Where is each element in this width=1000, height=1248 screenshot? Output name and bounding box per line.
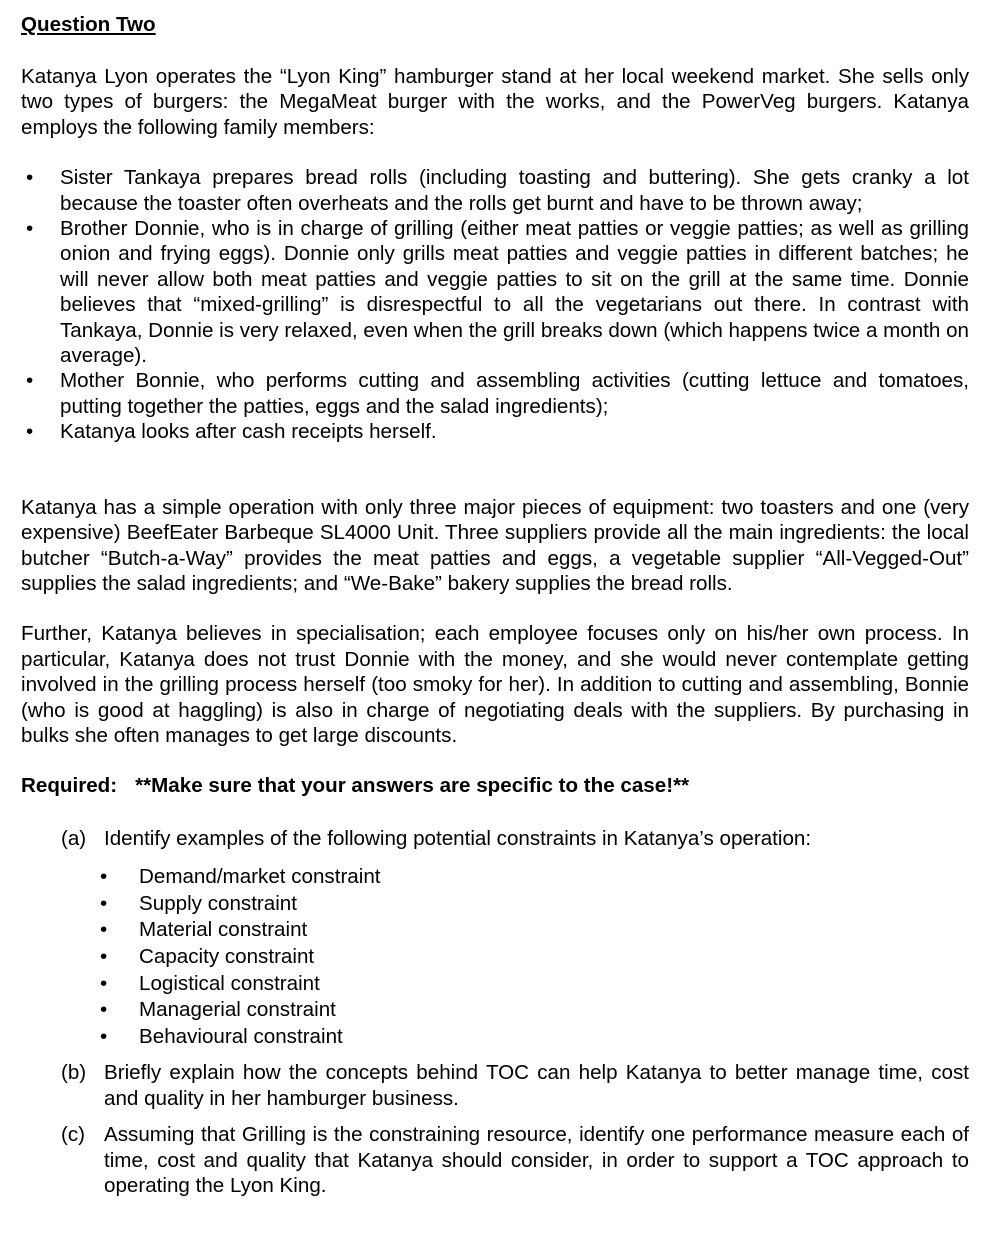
- employee-text: Brother Donnie, who is in charge of grilling (either meat patties or veggie patties; as well as grilling onion and frying eggs). Donnie only grills meat patties and veggie patties in different batches; he will never allow both meat patties and veggie patties to sit on the grill at the same time. Donnie believes that “mixed-grilling” is disrespectful to all the vegetarians out there. In contrast with Tankaya, Donnie is very relaxed, even when the grill breaks down (which happens twice a month on average).: [60, 217, 969, 368]
- bullet-icon: •: [100, 891, 108, 915]
- constraint-text: Behavioural constraint: [139, 1024, 343, 1048]
- bullet-icon: •: [100, 998, 108, 1022]
- question-c-text: Assuming that Grilling is the constraining resource, identify one performance measure each of time, cost and quality that Katanya should consider, in order to support a TOC approach to operating the Lyon King.: [104, 1123, 969, 1197]
- constraint-item: [21, 917, 969, 944]
- question-c-label: (c): [61, 1123, 86, 1147]
- bullet-icon: •: [100, 971, 108, 995]
- bullet-icon: •: [26, 420, 34, 444]
- constraint-item: [21, 1024, 969, 1051]
- bullet-icon: •: [26, 369, 34, 393]
- constraint-text: Demand/market constraint: [139, 865, 381, 889]
- constraint-list: [21, 864, 969, 1050]
- bullet-icon: •: [26, 217, 34, 241]
- bullet-icon: •: [100, 918, 108, 942]
- employee-text: Katanya looks after cash receipts herself.: [60, 420, 437, 444]
- constraint-item: [21, 971, 969, 998]
- equipment-paragraph: Katanya has a simple operation with only three major pieces of equipment: two toasters and one (very expensive) BeefEater Barbeque SL4000 Unit. Three suppliers provide all the main ingredients: the local butcher “Butch-a-Way” provides the meat patties and eggs, a vegetable supplier “All-Vegged-Out” supplies the salad ingredients; and “We-Bake” bakery supplies the bread rolls.: [21, 495, 969, 595]
- question-b: [61, 1060, 969, 1111]
- employee-text: Mother Bonnie, who performs cutting and assembling activities (cutting lettuce and tomatoes, putting together the patties, eggs and the salad ingredients);: [60, 369, 969, 418]
- question-c: [61, 1122, 969, 1198]
- employee-item-donnie: [21, 216, 969, 368]
- constraint-item: [21, 891, 969, 918]
- question-a-text: Identify examples of the following potential constraints in Katanya’s operation:: [104, 826, 812, 850]
- question-a-label: (a): [61, 826, 87, 850]
- bullet-icon: •: [100, 1024, 108, 1048]
- employee-item-bonnie: [21, 368, 969, 419]
- constraint-text: Managerial constraint: [139, 998, 336, 1022]
- question-b-label: (b): [61, 1061, 87, 1085]
- constraint-item: [21, 997, 969, 1024]
- constraint-text: Supply constraint: [139, 891, 297, 915]
- question-a: [61, 826, 969, 851]
- constraint-text: Logistical constraint: [139, 971, 320, 995]
- bullet-icon: •: [100, 944, 108, 968]
- question-heading: Question Two: [21, 13, 156, 36]
- constraint-text: Capacity constraint: [139, 944, 315, 968]
- employee-item-katanya: [21, 419, 969, 444]
- required-label: Required:: [21, 774, 118, 798]
- bullet-icon: •: [26, 166, 34, 190]
- question-b-text: Briefly explain how the concepts behind TOC can help Katanya to better manage time, cost and quality in her hamburger business.: [104, 1061, 969, 1110]
- document-page: [21, 12, 969, 1198]
- employee-list: [21, 165, 969, 444]
- constraint-item: [21, 864, 969, 891]
- required-line: [21, 773, 969, 798]
- employee-text: Sister Tankaya prepares bread rolls (including toasting and buttering). She gets cranky a lot because the toaster often overheats and the rolls get burnt and have to be thrown away;: [60, 166, 969, 215]
- employee-item-tankaya: [21, 165, 969, 216]
- required-note: **Make sure that your answers are specific to the case!**: [135, 774, 690, 798]
- bullet-icon: •: [100, 865, 108, 889]
- constraint-text: Material constraint: [139, 918, 308, 942]
- specialisation-paragraph: Further, Katanya believes in specialisation; each employee focuses only on his/her own process. In particular, Katanya does not trust Donnie with the money, and she would never contemplate getting involved in the grilling process herself (too smoky for her). In addition to cutting and assembling, Bonnie (who is good at haggling) is also in charge of negotiating deals with the suppliers. By purchasing in bulks she often manages to get large discounts.: [21, 622, 969, 747]
- intro-paragraph: Katanya Lyon operates the “Lyon King” hamburger stand at her local weekend market. She sells only two types of burgers: the MegaMeat burger with the works, and the PowerVeg burgers. Katanya employs the following family members:: [21, 65, 969, 139]
- constraint-item: [21, 944, 969, 971]
